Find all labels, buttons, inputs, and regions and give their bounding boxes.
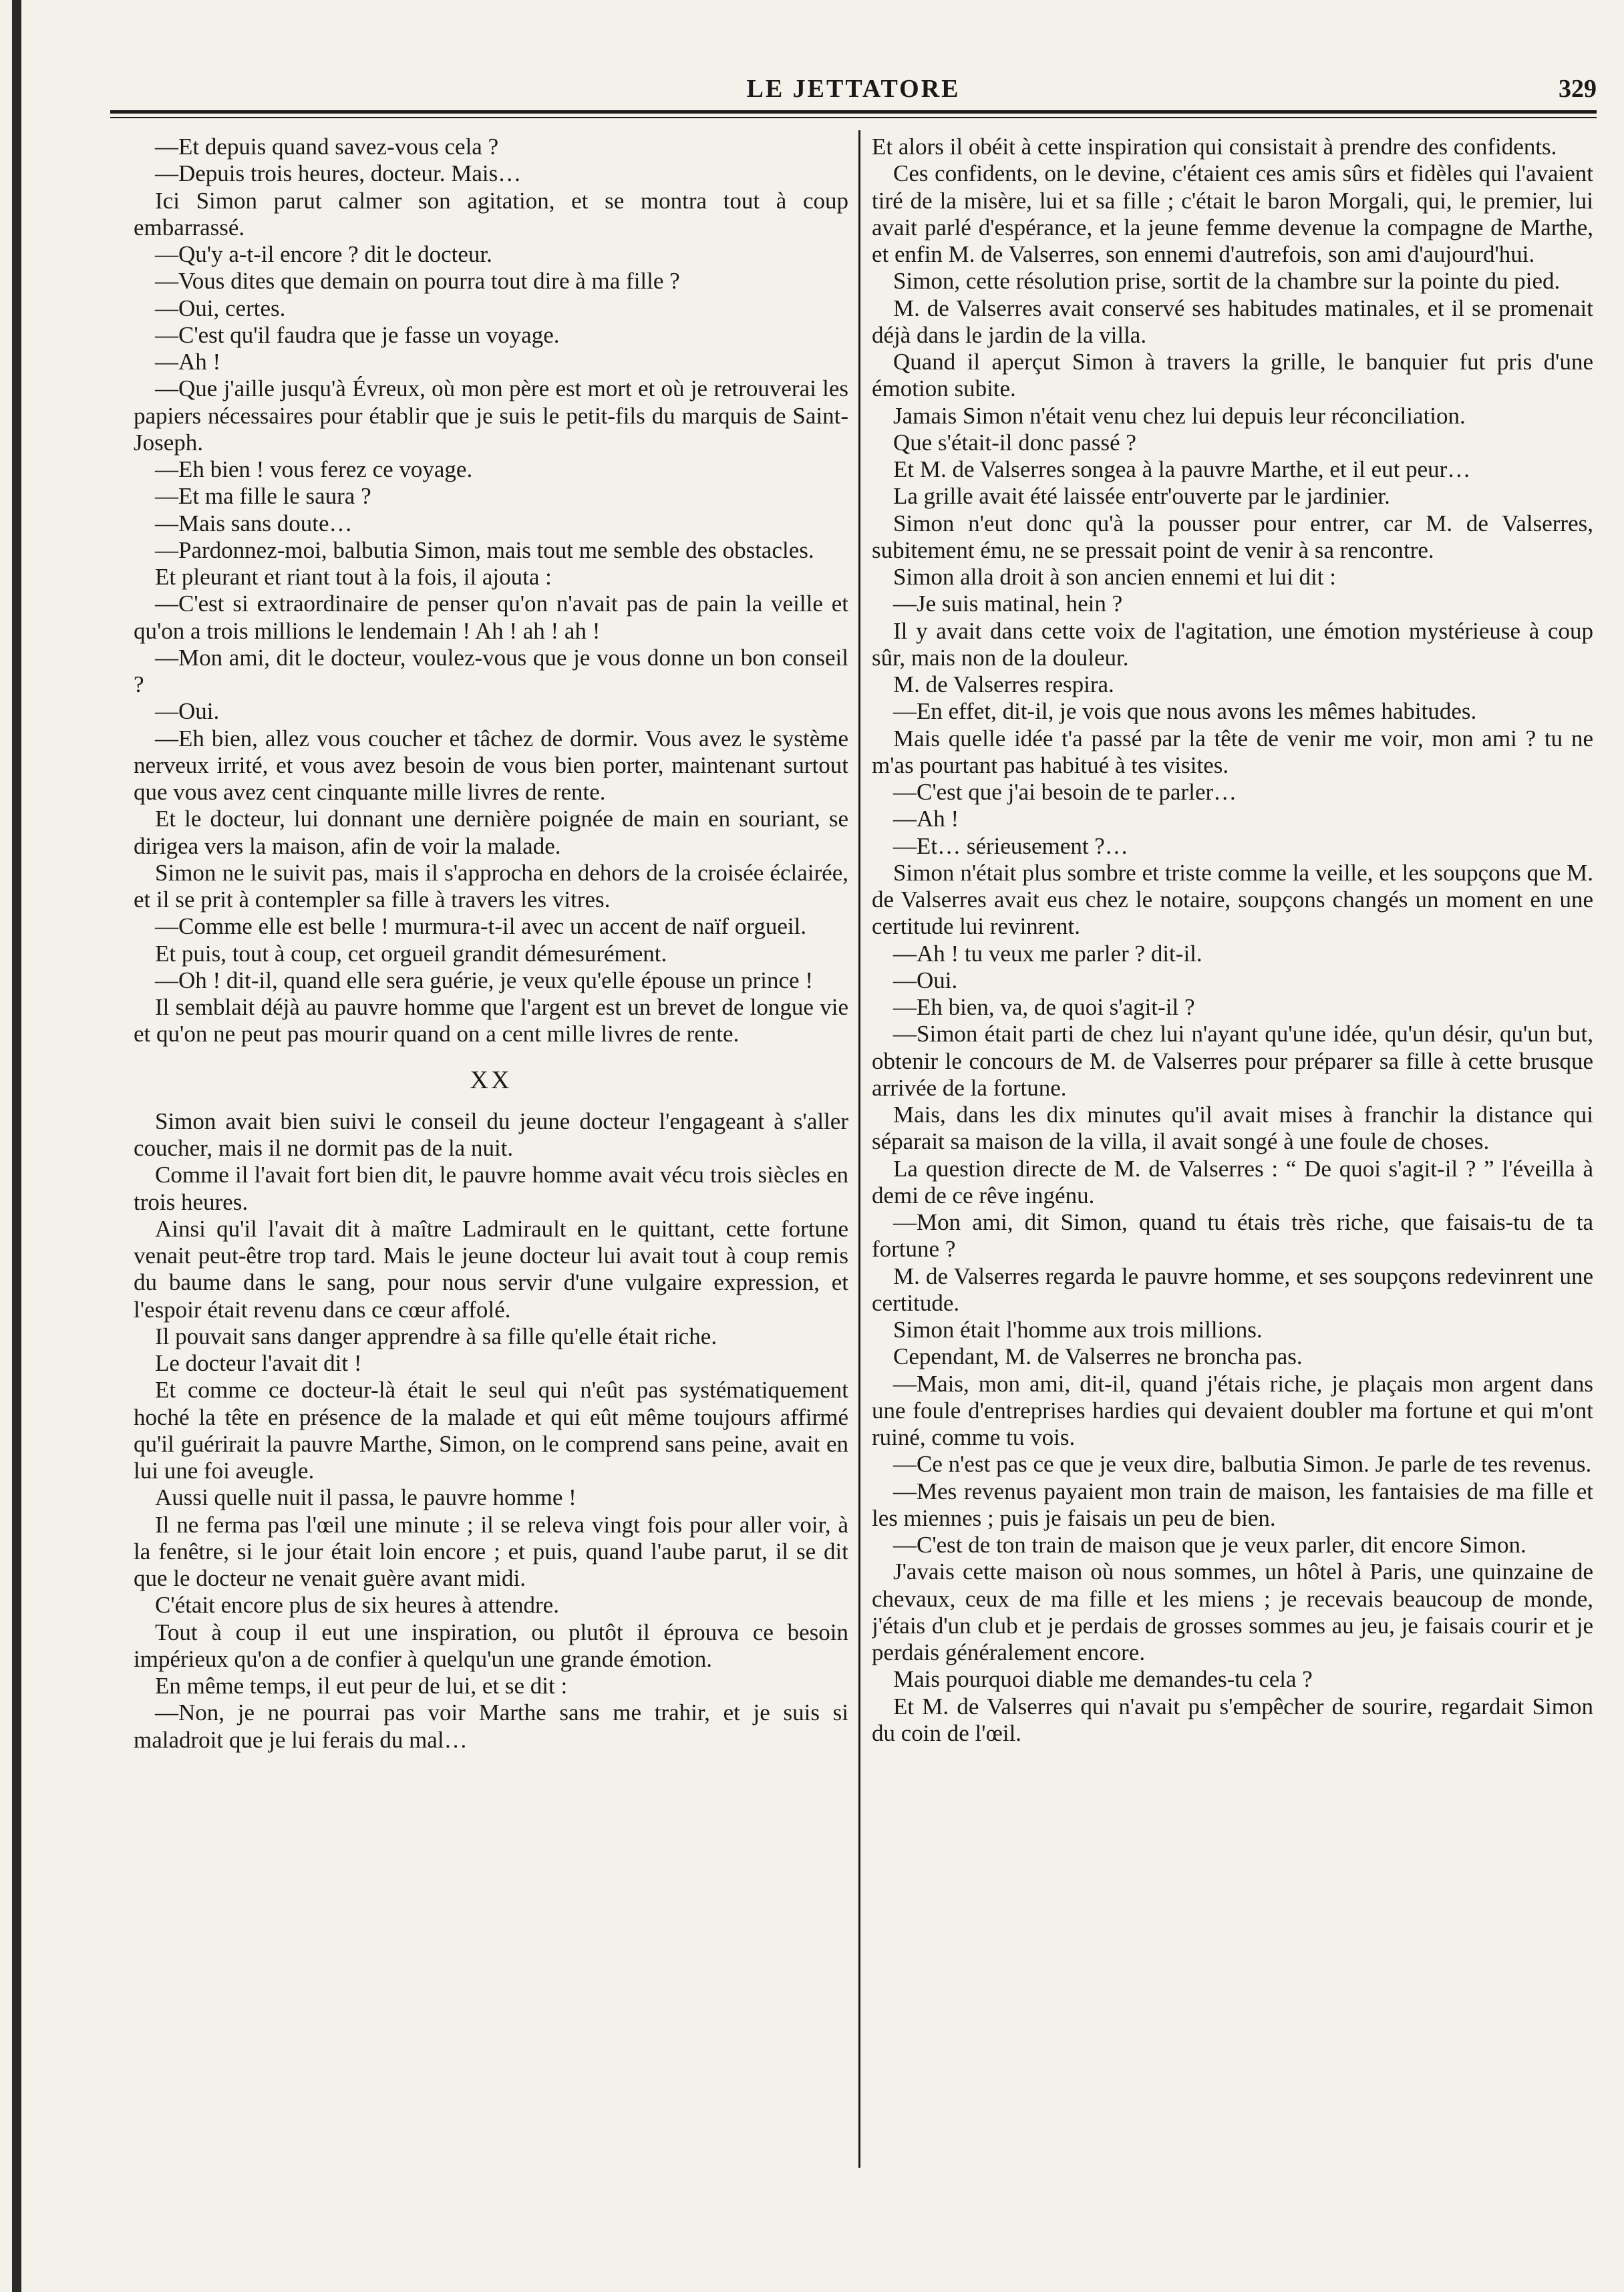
paragraph: —Et… sérieusement ?… [893, 832, 1128, 859]
paragraph: Cependant, M. de Valserres ne broncha pas. [893, 1343, 1303, 1370]
paragraph: Jamais Simon n'était venu chez lui depuis leur réconciliation. [893, 402, 1466, 429]
left-column-text [134, 134, 848, 1048]
paragraph: —Oh ! dit-il, quand elle sera guérie, je veux qu'elle épouse un prince ! [155, 967, 813, 993]
running-title: LE JETTATORE [746, 75, 961, 103]
paragraph: —Que j'aille jusqu'à Évreux, où mon père est mort et où je retrouverai les papiers nécessaires pour établir que je suis le petit-fils du marquis de Saint-Joseph. [134, 375, 848, 456]
paragraph: —En effet, dit-il, je vois que nous avons les mêmes habitudes. [893, 698, 1477, 725]
right-column-text [872, 160, 1593, 1747]
paragraph: En même temps, il eut peur de lui, et se dit : [155, 1673, 568, 1699]
paragraph: —Et ma fille le saura ? [155, 483, 371, 510]
paragraph: Et le docteur, lui donnant une dernière poignée de main en souriant, se dirigea vers la maison, afin de voir la malade. [134, 806, 848, 859]
left-column [134, 134, 848, 2178]
paragraph: —Eh bien, allez vous coucher et tâchez de dormir. Vous avez le système nerveux irrité, et vous avez besoin de vous bien porter, maintenant surtout que vous avez cent cinquante mille livres de rente. [134, 725, 848, 805]
paragraph: —Et depuis quand savez-vous cela ? [155, 134, 499, 160]
paragraph: Il y avait dans cette voix de l'agitation, une émotion mystérieuse à coup sûr, mais non de la douleur. [872, 617, 1593, 671]
paragraph: Simon était l'homme aux trois millions. [893, 1317, 1263, 1343]
paragraph: —C'est de ton train de maison que je veux parler, dit encore Simon. [893, 1532, 1526, 1558]
chapter-heading: XX [470, 1066, 512, 1094]
paragraph: Ici Simon parut calmer son agitation, et se montra tout à coup embarrassé. [134, 187, 848, 240]
paragraph: La question directe de M. de Valserres : “ De quoi s'agit-il ? ” l'éveilla à demi de ce rêve ingénu. [872, 1155, 1593, 1208]
paragraph: C'était encore plus de six heures à attendre. [155, 1592, 559, 1619]
paragraph: —Ah ! [155, 349, 221, 375]
paragraph: —C'est si extraordinaire de penser qu'on n'avait pas de pain la veille et qu'on a trois millions le lendemain ! Ah ! ah ! ah ! [134, 591, 848, 644]
paragraph: —Eh bien ! vous ferez ce voyage. [155, 456, 473, 482]
paragraph: —Ce n'est pas ce que je veux dire, balbutia Simon. Je parle de tes revenus. [893, 1451, 1592, 1478]
paragraph: —Mais sans doute… [155, 510, 353, 536]
paragraph: M. de Valserres regarda le pauvre homme, et ses soupçons redevinrent une certitude. [872, 1263, 1593, 1316]
paragraph: Mais, dans les dix minutes qu'il avait mises à franchir la distance qui séparait sa maison de la villa, il avait songé à une foule de choses. [872, 1102, 1593, 1155]
paragraph: —Mais, mon ami, dit-il, quand j'étais riche, je plaçais mon argent dans une foule d'entreprises hardies qui devaient doubler ma fortune et qui m'ont ruiné, comme tu vois. [872, 1370, 1593, 1450]
paragraph: Simon ne le suivit pas, mais il s'approcha en dehors de la croisée éclairée, et il se prit à contempler sa fille à travers les vitres. [134, 859, 848, 913]
paragraph: Simon, cette résolution prise, sortit de la chambre sur la pointe du pied. [893, 268, 1561, 295]
paragraph: Mais pourquoi diable me demandes-tu cela ? [893, 1666, 1313, 1693]
header-rule-thin [110, 117, 1597, 118]
paragraph: Tout à coup il eut une inspiration, ou plutôt il éprouva ce besoin impérieux qu'on a de confier à quelqu'un une grande émotion. [134, 1619, 848, 1672]
chapter-text [134, 1108, 848, 1754]
paragraph: Le docteur l'avait dit ! [155, 1350, 362, 1376]
paragraph: —Ah ! tu veux me parler ? dit-il. [893, 940, 1202, 967]
paragraph: —Pardonnez-moi, balbutia Simon, mais tout me semble des obstacles. [155, 536, 814, 563]
paragraph: —Je suis matinal, hein ? [893, 591, 1123, 617]
paragraph: Et M. de Valserres songea à la pauvre Marthe, et il eut peur… [893, 456, 1471, 482]
paragraph: —Depuis trois heures, docteur. Mais… [155, 160, 522, 187]
page-number: 329 [1559, 75, 1597, 103]
paragraph: —Comme elle est belle ! murmura-t-il avec un accent de naïf orgueil. [155, 913, 807, 940]
paragraph: Il semblait déjà au pauvre homme que l'argent est un brevet de longue vie et qu'on ne peut pas mourir quand on a cent mille livres de rente. [134, 994, 848, 1047]
paragraph: Comme il l'avait fort bien dit, le pauvre homme avait vécu trois siècles en trois heures. [134, 1162, 848, 1215]
paragraph: —Mes revenus payaient mon train de maison, les fantaisies de ma fille et les miennes ; puis je faisais un peu de bien. [872, 1478, 1593, 1531]
paragraph: M. de Valserres avait conservé ses habitudes matinales, et il se promenait déjà dans le jardin de la villa. [872, 295, 1593, 348]
paragraph: —Mon ami, dit le docteur, voulez-vous que je vous donne un bon conseil ? [134, 644, 848, 697]
paragraph: Simon n'eut donc qu'à la pousser pour entrer, car M. de Valserres, subitement ému, ne se pressait point de venir à sa rencontre. [872, 510, 1593, 563]
paragraph: Et M. de Valserres qui n'avait pu s'empêcher de sourire, regardait Simon du coin de l'œil. [872, 1693, 1593, 1746]
paragraph: —Eh bien, va, de quoi s'agit-il ? [893, 994, 1195, 1020]
column-divider [858, 130, 860, 2168]
paragraph: Ainsi qu'il l'avait dit à maître Ladmirault en le quittant, cette fortune venait peut-être trop tard. Mais le jeune docteur lui avait tout à coup remis du baume dans le sang, pour nous servir d'une vulgaire expression, et l'espoir était revenu dans ce cœur affolé. [134, 1215, 848, 1323]
paragraph: Et puis, tout à coup, cet orgueil grandit démesurément. [155, 940, 667, 967]
paragraph: Quand il aperçut Simon à travers la grille, le banquier fut pris d'une émotion subite. [872, 349, 1593, 402]
paragraph: Simon n'était plus sombre et triste comme la veille, et les soupçons que M. de Valserres avait eus chez le notaire, soupçons changés un moment en une certitude lui revinrent. [872, 859, 1593, 940]
paragraph-continued: Et alors il obéit à cette inspiration qui consistait à prendre des confidents. [872, 134, 1557, 160]
paragraph: —Oui, certes. [155, 295, 286, 321]
paragraph: Que s'était-il donc passé ? [893, 429, 1136, 456]
paragraph: —Vous dites que demain on pourra tout dire à ma fille ? [155, 268, 680, 295]
paragraph: —C'est qu'il faudra que je fasse un voyage. [155, 321, 560, 348]
paragraph: Simon avait bien suivi le conseil du jeune docteur l'engageant à s'aller coucher, mais il ne dormit pas de la nuit. [134, 1108, 848, 1161]
paragraph: Il ne ferma pas l'œil une minute ; il se releva vingt fois pour aller voir, à la fenêtre, si le jour était loin encore ; et puis, quand l'aube parut, il se dit que le docteur ne venait guère avant midi. [134, 1511, 848, 1591]
paragraph: M. de Valserres respira. [893, 671, 1114, 697]
paragraph: —Ah ! [893, 806, 959, 832]
paragraph: —Oui. [893, 967, 958, 993]
paragraph: —Non, je ne pourrai pas voir Marthe sans me trahir, et je suis si maladroit que je lui ferais du mal… [134, 1699, 848, 1753]
paragraph: Aussi quelle nuit il passa, le pauvre homme ! [155, 1484, 577, 1511]
paragraph: —Mon ami, dit Simon, quand tu étais très riche, que faisais-tu de ta fortune ? [872, 1209, 1593, 1263]
paragraph: La grille avait été laissée entr'ouverte par le jardinier. [893, 483, 1390, 510]
paragraph: Ces confidents, on le devine, c'étaient ces amis sûrs et fidèles qui l'avaient tiré de la misère, lui et sa fille ; c'était le baron Morgali, qui, le premier, lui avait parlé d'espérance, et la jeune femme devenue la compagne de Marthe, et enfin M. de Valserres, son ennemi d'autrefois, son ami d'aujourd'hui. [872, 160, 1593, 267]
paragraph: J'avais cette maison où nous sommes, un hôtel à Paris, une quinzaine de chevaux, ceux de ma fille et les miens ; je recevais beaucoup de monde, j'étais d'un club et je perdais de grosses sommes au jeu, je faisais courir et je perdais généralement encore. [872, 1559, 1593, 1665]
paragraph: Et pleurant et riant tout à la fois, il ajouta : [155, 564, 552, 590]
header-rule-thick [110, 110, 1597, 114]
page-binding-edge [12, 0, 21, 2292]
paragraph: —C'est que j'ai besoin de te parler… [893, 779, 1237, 805]
paragraph: —Qu'y a-t-il encore ? dit le docteur. [155, 241, 492, 267]
paragraph: —Simon était parti de chez lui n'ayant qu'une idée, qu'un désir, qu'un but, obtenir le concours de M. de Valserres pour préparer sa fille à cette brusque arrivée de la fortune. [872, 1021, 1593, 1101]
paragraph: Il pouvait sans danger apprendre à sa fille qu'elle était riche. [155, 1323, 717, 1349]
paragraph: Mais quelle idée t'a passé par la tête de venir me voir, mon ami ? tu ne m'as pourtant pas habitué à tes visites. [872, 725, 1593, 778]
right-column [872, 134, 1593, 2178]
paragraph: —Oui. [155, 698, 220, 725]
paragraph: Et comme ce docteur-là était le seul qui n'eût pas systématiquement hoché la tête en présence de la malade et qui eût même toujours affirmé qu'il guérirait la pauvre Marthe, Simon, on le comprend sans peine, avait en lui une foi aveugle. [134, 1377, 848, 1484]
paragraph: Simon alla droit à son ancien ennemi et lui dit : [893, 564, 1336, 590]
